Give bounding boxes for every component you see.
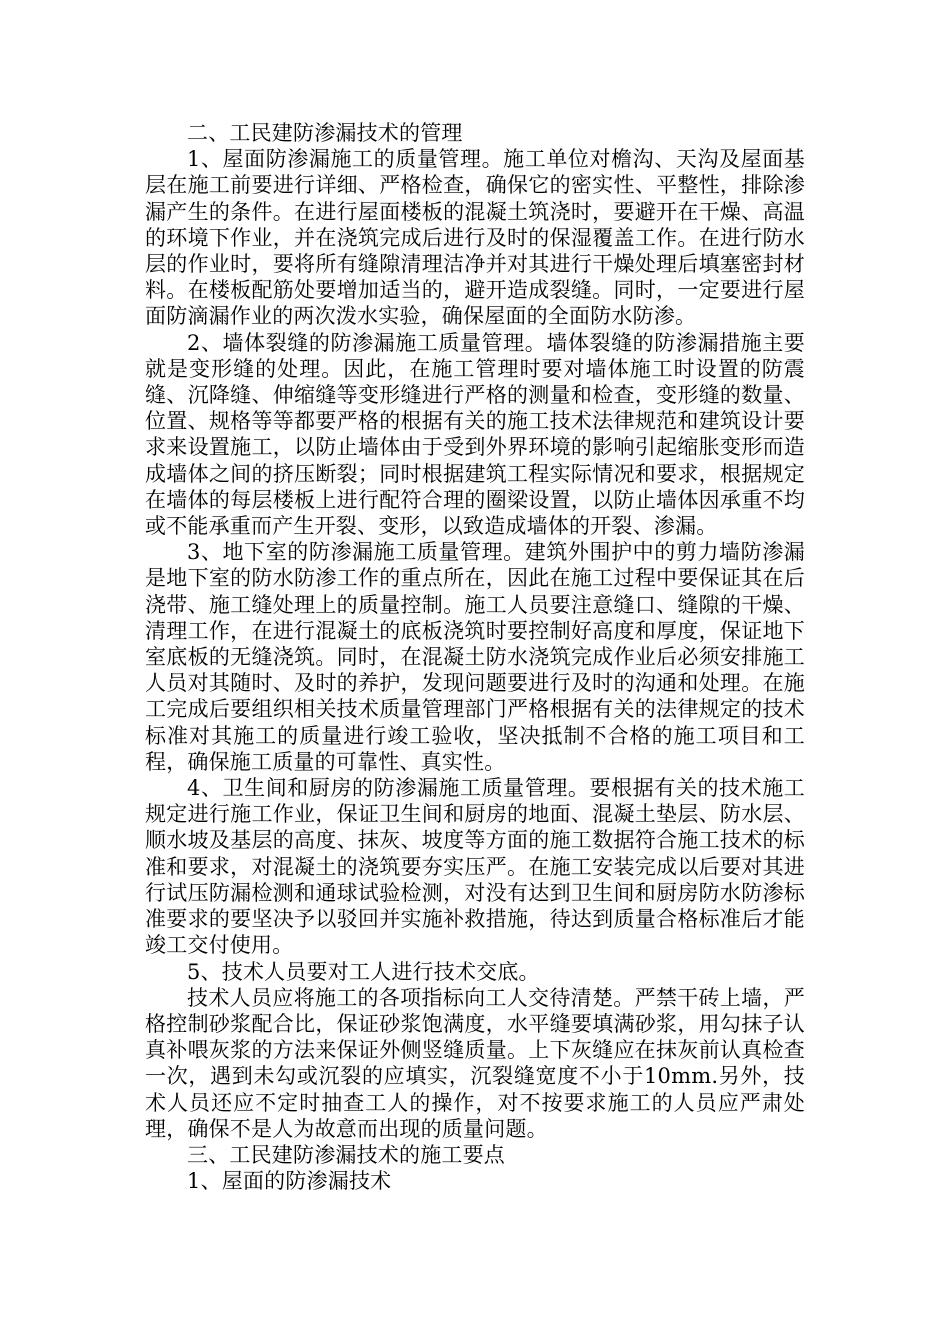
section-heading-management: 二、工民建防渗漏技术的管理: [187, 121, 463, 145]
paragraph-technical-briefing-heading: 5、技术人员要对工人进行技术交底。: [187, 959, 540, 984]
paragraph-bathroom-kitchen: 4、卫生间和厨房的防渗漏施工质量管理。要根据有关的技术施工规定进行施工作业，保证卫生间和厨房的地面、混凝土垫层、防水层、顺水坡及基层的高度、抹灰、坡度等方面的施工数据符合施工技术的标准和要求，对混凝土的浇筑要夯实压严。在施工安装完成以后要对其进行试压防漏检测和通球试验检测，对没有达到卫生间和厨房防水防渗标准要求的要坚决予以驳回并实施补救措施，待达到质量合格标准后才能竣工交付使用。: [145, 776, 805, 958]
paragraph-basement: 3、地下室的防渗漏施工质量管理。建筑外围护中的剪力墙防渗漏是地下室的防水防渗工作的重点所在，因此在施工过程中要保证其在后浇带、施工缝处理上的质量控制。施工人员要注意缝口、缝隙的干燥、清理工作，在进行混凝土的底板浇筑时要控制好高度和厚度，保证地下室底板的无缝浇筑。同时，在混凝土防水浇筑完成作业后必须安排施工人员对其随时、及时的养护，发现问题要进行及时的沟通和处理。在施工完成后要组织相关技术质量管理部门严格根据有关的法律规定的技术标准对其施工的质量进行竣工验收，坚决抵制不合格的施工项目和工程，确保施工质量的可靠性、真实性。: [145, 540, 805, 774]
subheading-roof-technique: 1、屋面的防渗漏技术: [187, 1169, 392, 1194]
document-body: [145, 120, 805, 1194]
paragraph-roof-quality: 1、屋面防渗漏施工的质量管理。施工单位对檐沟、天沟及屋面基层在施工前要进行详细、严格检查，确保它的密实性、平整性，排除渗漏产生的条件。在进行屋面楼板的混凝土筑浇时，要避开在干燥、高温的环境下作业，并在浇筑完成后进行及时的保湿覆盖工作。在进行防水层的作业时，要将所有缝隙清理洁净并对其进行干燥处理后填塞密封材料。在楼板配筋处要增加适当的，避开造成裂缝。同时，一定要进行屋面防滴漏作业的两次泼水实验，确保屋面的全面防水防渗。: [145, 147, 805, 329]
section-heading-construction-points: 三、工民建防渗漏技术的施工要点: [187, 1142, 505, 1167]
paragraph-technical-briefing: 技术人员应将施工的各项指标向工人交待清楚。严禁干砖上墙，严格控制砂浆配合比，保证砂浆饱满度，水平缝要填满砂浆，用勾抹子认真补喂灰浆的方法来保证外侧竖缝质量。上下灰缝应在抹灰前认真检查一次，遇到未勾或沉裂的应填实，沉裂缝宽度不小于10mm.另外，技术人员还应不定时抽查工人的操作，对不按要求施工的人员应严肃处理，确保不是人为故意而出现的质量问题。: [145, 985, 805, 1141]
paragraph-wall-cracks: 2、墙体裂缝的防渗漏施工质量管理。墙体裂缝的防渗漏措施主要就是变形缝的处理。因此，在施工管理时要对墙体施工时设置的防震缝、沉降缝、伸缩缝等变形缝进行严格的测量和检查，变形缝的数量、位置、规格等等都要严格的根据有关的施工技术法律规范和建筑设计要求来设置施工，以防止墙体由于受到外界环境的影响引起缩胀变形而造成墙体之间的挤压断裂；同时根据建筑工程实际情况和要求，根据规定在墙体的每层楼板上进行配符合理的圈梁设置，以防止墙体因承重不均或不能承重而产生开裂、变形，以致造成墙体的开裂、渗漏。: [145, 330, 805, 539]
